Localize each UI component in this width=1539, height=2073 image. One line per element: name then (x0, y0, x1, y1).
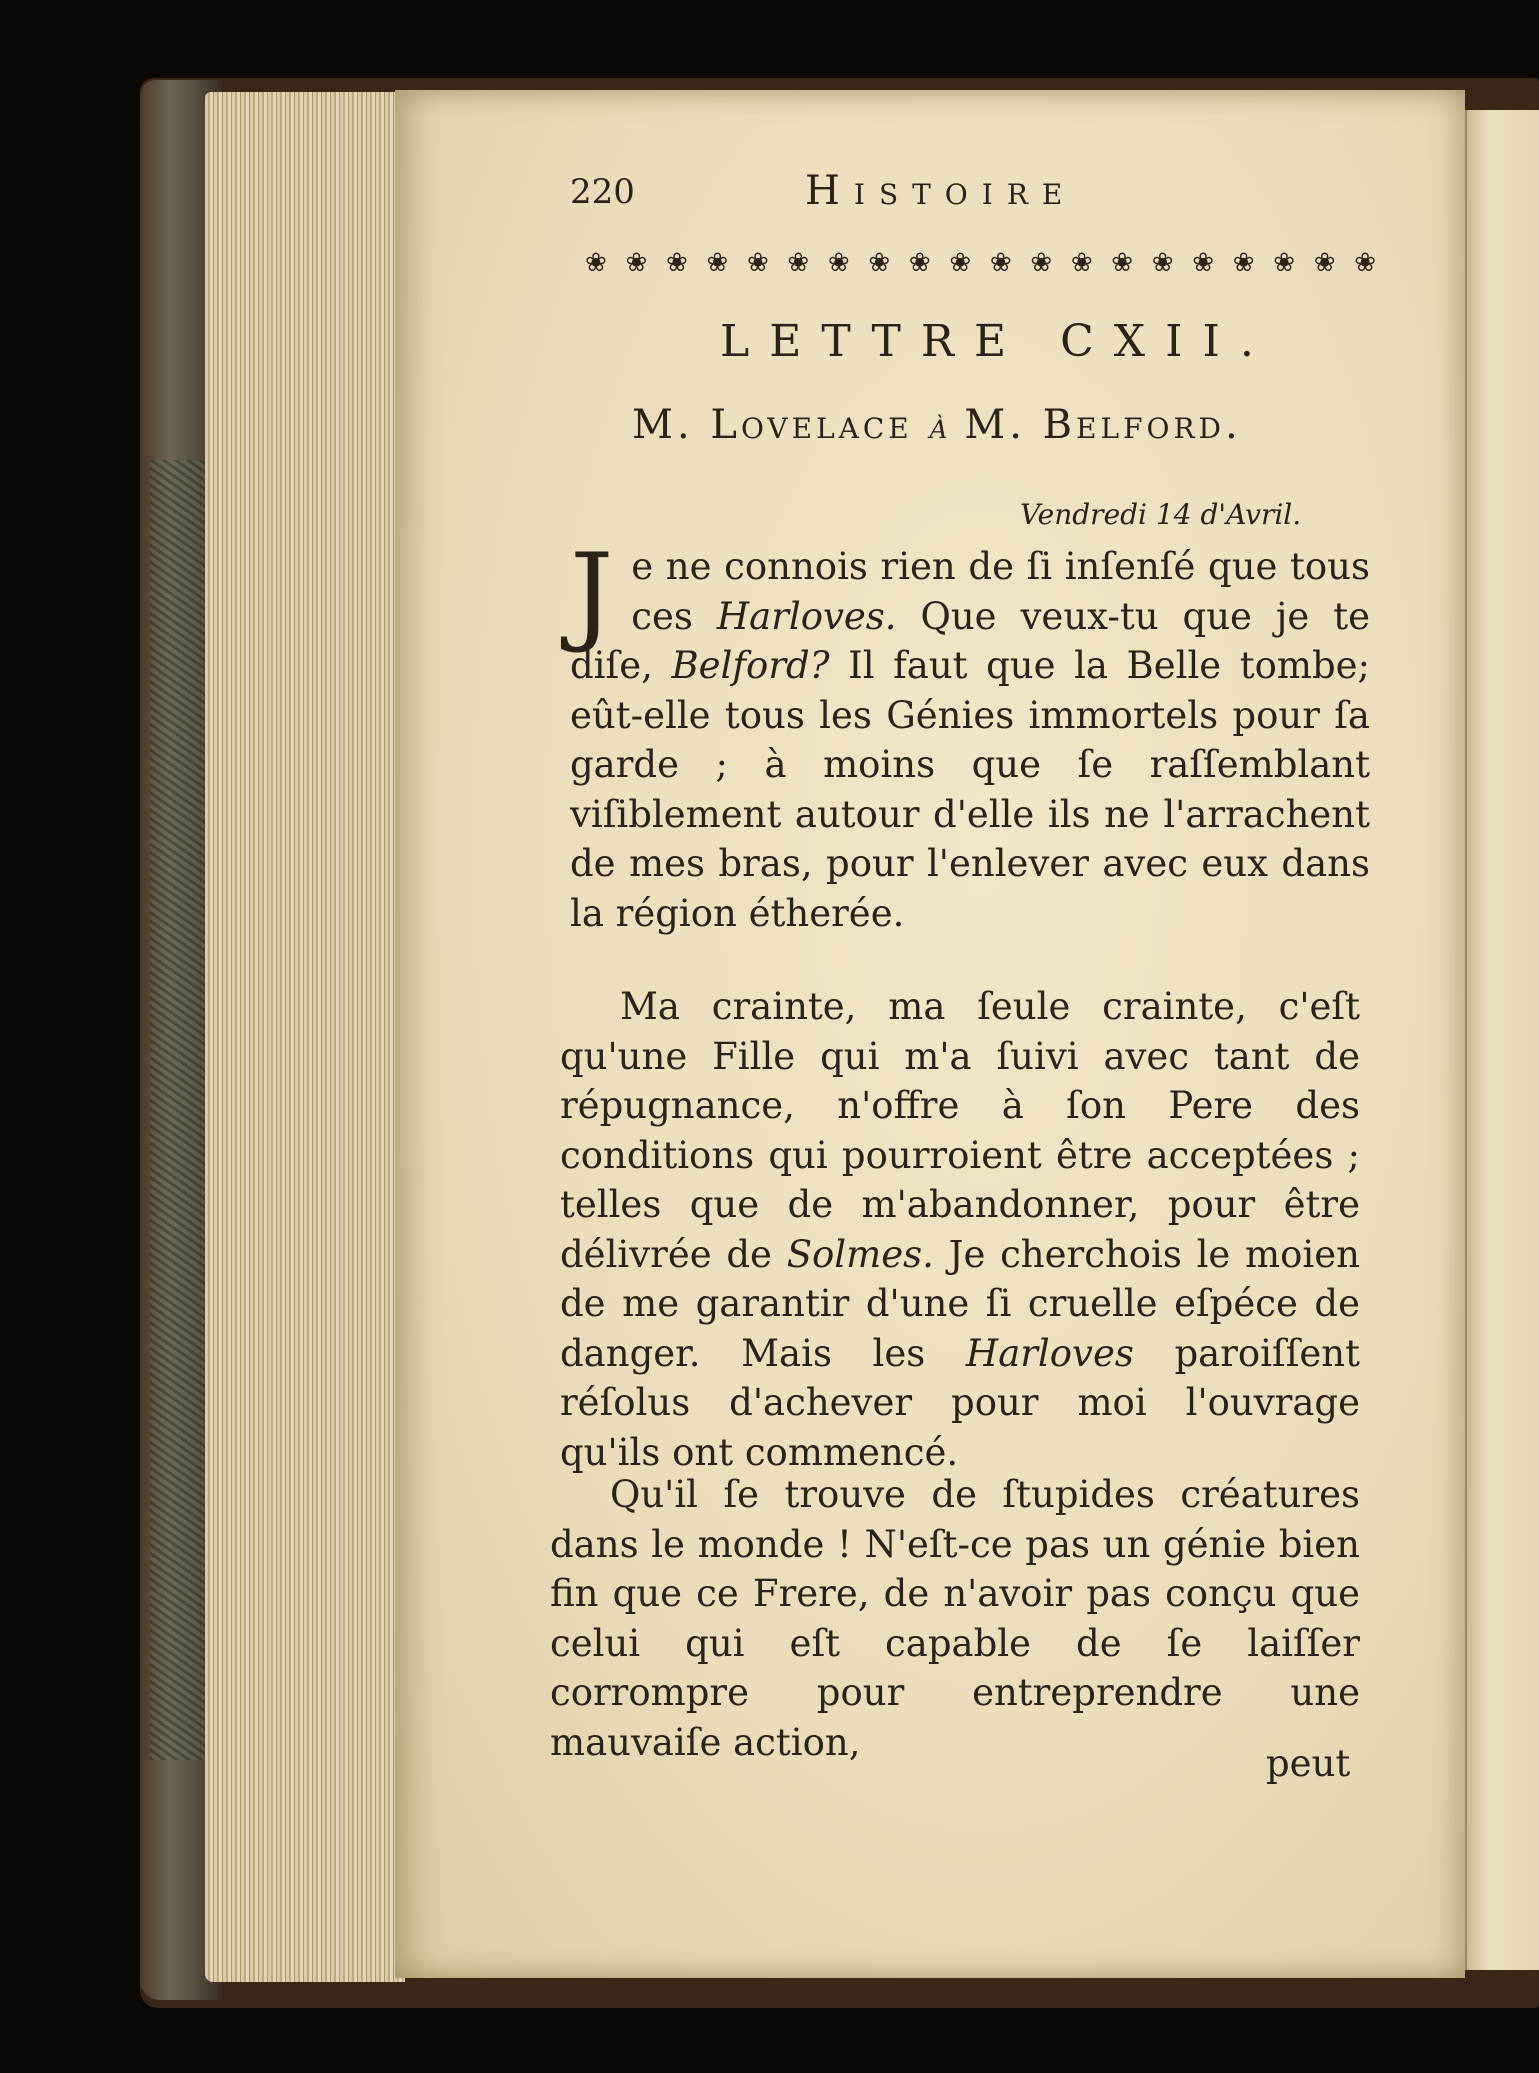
ornament-glyph: ❀ (1192, 248, 1214, 278)
paragraph-2 (560, 982, 1360, 1477)
page-number: 220 (570, 172, 635, 212)
letter-address (632, 402, 1242, 448)
letter-heading: LETTRE CXII. (720, 316, 1274, 367)
ornament-glyph: ❀ (1111, 248, 1133, 278)
body-text: e ne connois rien de ſi inſenſé que tous ces (631, 545, 1370, 638)
facing-page-edge (1465, 110, 1539, 1970)
body-text: Que veux-tu que je te diſe, (570, 594, 1370, 687)
ornament-glyph: ❀ (1313, 248, 1335, 278)
dateline: Vendredi 14 d'Avril. (1020, 498, 1302, 531)
running-title: Histoire (805, 168, 1077, 214)
italic-text: Belford? (671, 644, 830, 687)
address-to: M. Belford. (964, 402, 1242, 448)
italic-text: Solmes. (786, 1232, 934, 1276)
paragraph-1 (570, 531, 1371, 938)
body-text: Ma crainte, ma ſeule crainte, c'eſt qu'une Fille qui m'a ſuivi avec tant de répugnance, n'offre à ſon Pere des conditions qui pourroient être acceptées ; telles que de m'abandonner, pour être délivrée de (560, 985, 1360, 1276)
ornament-band (585, 246, 1375, 280)
body-text: Il faut que la Belle tombe; eût-elle tous les Génies immortels pour ſa garde ; à moins que ſe raſſemblant viſiblement autour d'elle ils ne l'arrachent de mes bras, pour l'enlever avec eux dans la région étherée. (570, 644, 1371, 935)
ornament-glyph: ❀ (908, 248, 930, 278)
ornament-glyph: ❀ (625, 248, 647, 278)
ornament-glyph: ❀ (787, 248, 809, 278)
italic-text: Harloves (965, 1331, 1134, 1375)
body-text: Qu'il ſe trouve de ſtupides créatures dans le monde ! N'eſt-ce pas un génie bien fin que ce Frere, de n'avoir pas conçu que celui qui eſt capable de ſe laiſſer corrompre pour entreprendre une mauvaiſe action, (550, 1473, 1360, 1764)
ornament-glyph: ❀ (949, 248, 971, 278)
italic-text: Harloves. (716, 594, 897, 638)
page-edges (205, 92, 405, 1982)
ornament-glyph: ❀ (746, 248, 768, 278)
ornament-glyph: ❀ (827, 248, 849, 278)
ornament-glyph: ❀ (1232, 248, 1254, 278)
body-text: paroiſſent réſolus d'achever pour moi l'ouvrage qu'ils ont commencé. (560, 1331, 1360, 1474)
ornament-glyph: ❀ (1030, 248, 1052, 278)
ornament-glyph: ❀ (1151, 248, 1173, 278)
address-preposition: à (929, 406, 948, 447)
ornament-glyph: ❀ (868, 248, 890, 278)
drop-cap: J (570, 531, 614, 656)
body-text: Je cherchois le moien de me garantir d'une ſi cruelle eſpéce de danger. Mais les (560, 1232, 1360, 1375)
ornament-glyph: ❀ (1070, 248, 1092, 278)
catchword: peut (1266, 1742, 1351, 1785)
ornament-glyph: ❀ (989, 248, 1011, 278)
ornament-glyph: ❀ (706, 248, 728, 278)
ornament-glyph: ❀ (1354, 248, 1375, 278)
paragraph-3 (550, 1470, 1360, 1767)
address-from: M. Lovelace (632, 402, 913, 448)
ornament-glyph: ❀ (1273, 248, 1295, 278)
running-head (570, 168, 1130, 222)
ornament-glyph: ❀ (665, 248, 687, 278)
ornament-glyph: ❀ (585, 248, 606, 278)
